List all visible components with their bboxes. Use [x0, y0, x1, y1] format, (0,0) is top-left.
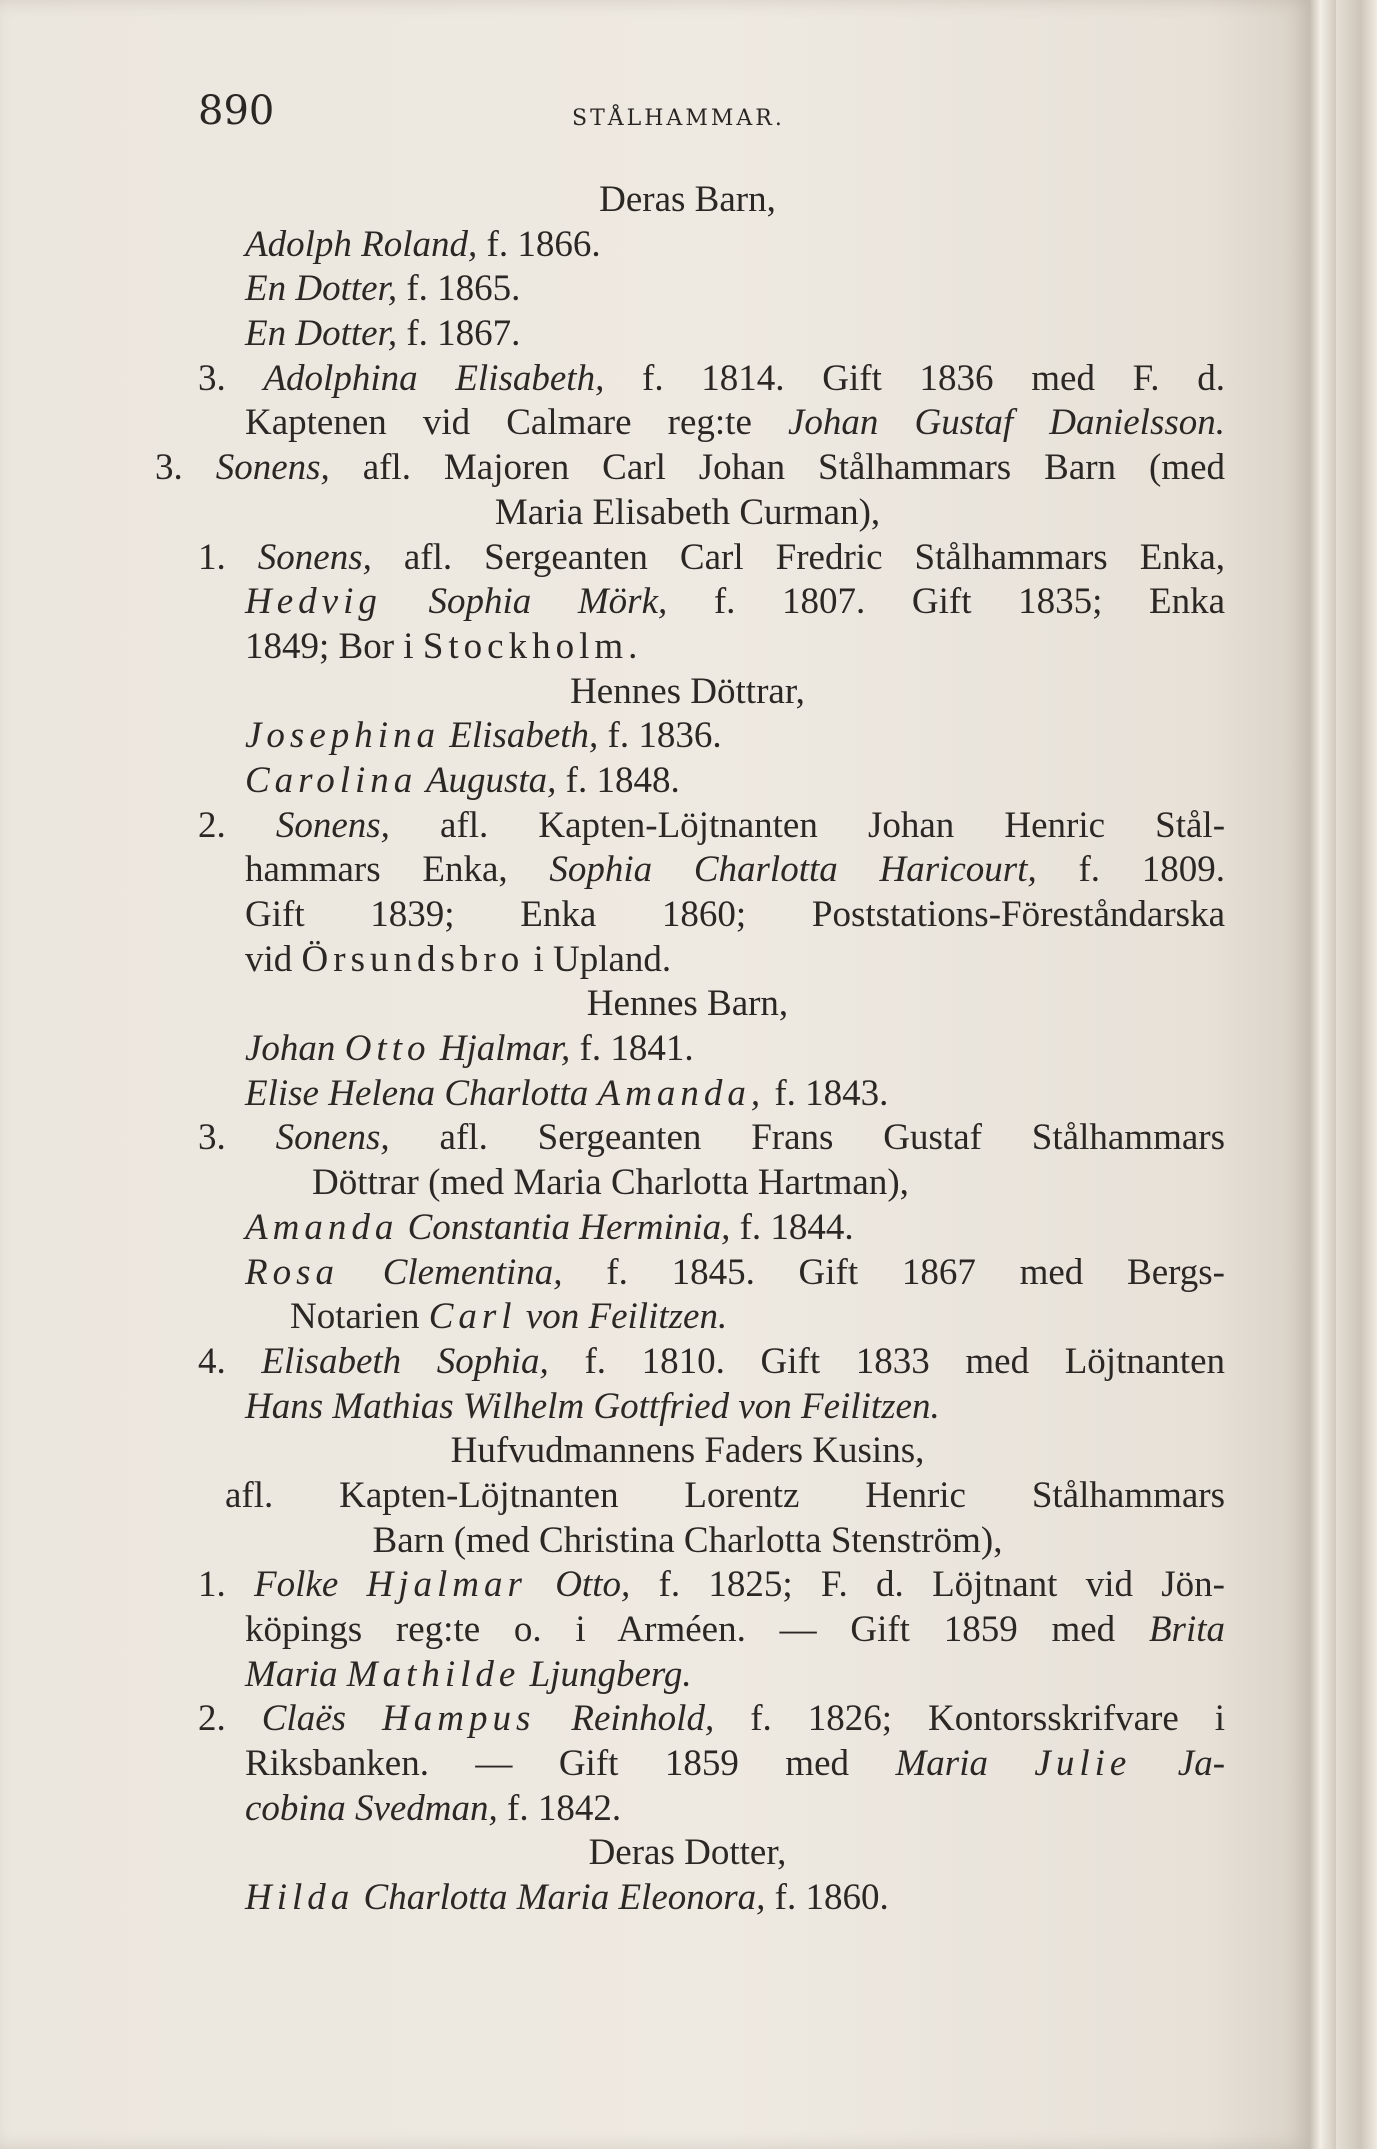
text-line: Amanda Constantia Herminia, f. 1844.: [245, 1206, 854, 1248]
text-line: Döttrar (med Maria Charlotta Hartman),: [312, 1162, 909, 1204]
text-line: 1. Folke Hjalmar Otto, f. 1825; F. d. Löjtnant vid Jön-: [198, 1564, 1225, 1606]
text-line: Hedvig Sophia Mörk, f. 1807. Gift 1835; Enka: [245, 581, 1225, 623]
page-header: [0, 88, 1310, 138]
text-line: Hennes Barn,: [586, 983, 789, 1025]
text-line: Adolph Roland, f. 1866.: [245, 223, 601, 265]
text-line: Barn (med Christina Charlotta Stenström),: [372, 1519, 1003, 1561]
text-line: Elise Helena Charlotta Amanda, f. 1843.: [245, 1072, 889, 1114]
text-line: Johan Otto Hjalmar, f. 1841.: [245, 1028, 694, 1070]
text-line: hammars Enka, Sophia Charlotta Haricourt, f. 1809.: [245, 849, 1225, 891]
text-line: 2. Sonens, afl. Kapten-Löjtnanten Johan Henric Stål-: [198, 804, 1225, 846]
text-line: Josephina Elisabeth, f. 1836.: [245, 715, 722, 757]
text-line: Riksbanken. — Gift 1859 med Maria Julie Ja-: [245, 1743, 1225, 1785]
text-line: 2. Claës Hampus Reinhold, f. 1826; Kontorsskrifvare i: [198, 1698, 1225, 1740]
text-line: Kaptenen vid Calmare reg:te Johan Gustaf Danielsson.: [245, 402, 1225, 444]
text-line: köpings reg:te o. i Arméen. — Gift 1859 med Brita: [245, 1609, 1225, 1650]
text-line: Hilda Charlotta Maria Eleonora, f. 1860.: [245, 1877, 889, 1919]
text-line: Carolina Augusta, f. 1848.: [245, 759, 680, 801]
text-line: Deras Barn,: [599, 179, 776, 220]
text-line: 3. Sonens, afl. Sergeanten Frans Gustaf Stålhammars: [198, 1117, 1225, 1159]
page-number: 890: [198, 88, 275, 134]
text-line: Hufvudmannens Faders Kusins,: [450, 1430, 925, 1472]
genealogy-text: [150, 178, 1225, 1921]
text-line: cobina Svedman, f. 1842.: [245, 1787, 622, 1829]
text-line: 3. Sonens, afl. Majoren Carl Johan Stålhammars Barn (med: [155, 447, 1225, 489]
text-line: vid Örsundsbro i Upland.: [245, 938, 672, 980]
text-line: Hennes Döttrar,: [570, 670, 805, 712]
text-line: Maria Mathilde Ljungberg.: [245, 1653, 692, 1695]
page-edge: [1336, 0, 1377, 2149]
text-line: Maria Elisabeth Curman),: [494, 491, 881, 533]
text-line: Deras Dotter,: [588, 1832, 787, 1874]
text-line: 3. Adolphina Elisabeth, f. 1814. Gift 1836 med F. d.: [198, 357, 1225, 399]
text-line: 4. Elisabeth Sophia, f. 1810. Gift 1833 med Löjtnanten: [198, 1340, 1225, 1382]
text-line: 1. Sonens, afl. Sergeanten Carl Fredric Stålhammars Enka,: [198, 536, 1225, 578]
text-line: Rosa Clementina, f. 1845. Gift 1867 med Bergs-: [245, 1251, 1225, 1293]
running-head: STÅLHAMMAR.: [572, 106, 785, 131]
text-line: afl. Kapten-Löjtnanten Lorentz Henric Stålhammars: [225, 1474, 1225, 1516]
text-line: En Dotter, f. 1865.: [245, 268, 521, 310]
text-line: En Dotter, f. 1867.: [245, 313, 521, 355]
page-edge: [1310, 0, 1336, 2149]
text-line: Hans Mathias Wilhelm Gottfried von Feilitzen.: [245, 1385, 940, 1427]
text-line: 1849; Bor i Stockholm.: [245, 625, 643, 667]
text-line: Notarien Carl von Feilitzen.: [290, 1296, 728, 1338]
text-line: Gift 1839; Enka 1860; Poststations-Föreståndarska: [245, 894, 1225, 935]
